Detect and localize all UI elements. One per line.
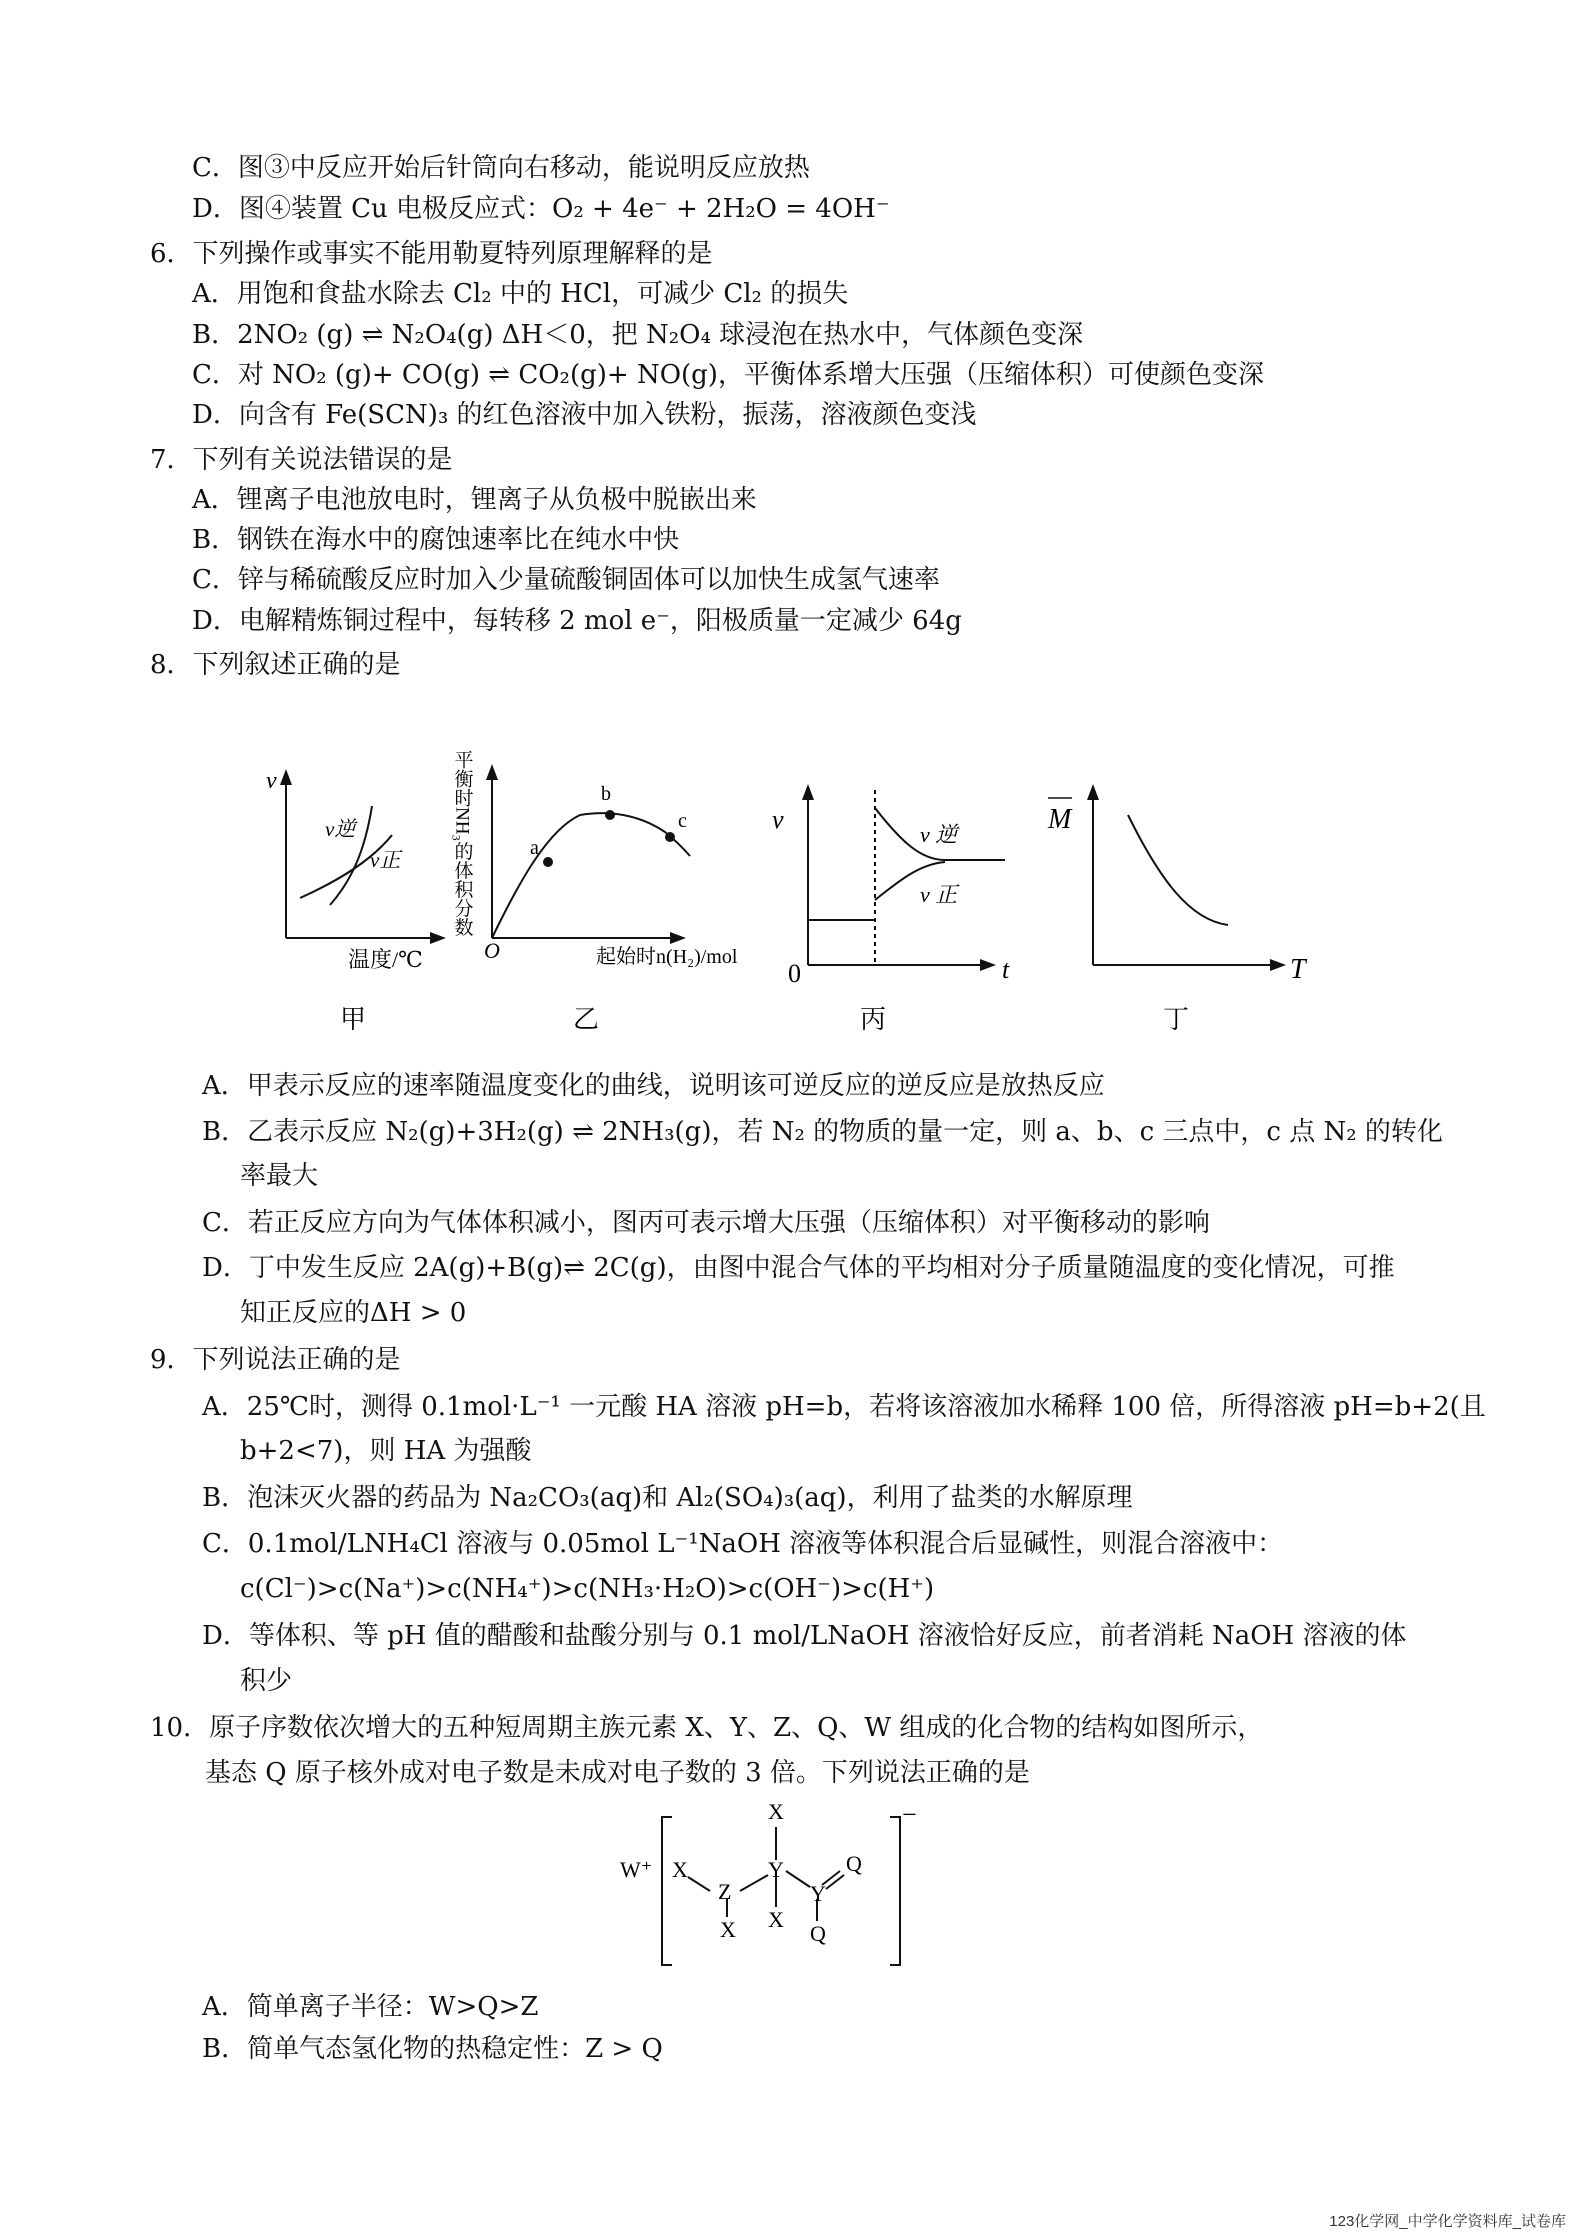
q6-option-c: C．对 NO₂ (g)+ CO(g) ⇌ CO₂(g)+ NO(g)，平衡体系增大压强（压缩体积）可使颜色变深	[192, 360, 1264, 390]
bing-x-label: t	[1002, 955, 1010, 984]
w-cation: W⁺	[620, 1857, 653, 1882]
atom-q-bottom: Q	[810, 1921, 826, 1946]
q9-option-b: B．泡沫灭火器的药品为 Na₂CO₃(aq)和 Al₂(SO₄)₃(aq)，利用了盐类的水解原理	[202, 1483, 1133, 1513]
q6-option-d: D．向含有 Fe(SCN)₃ 的红色溶液中加入铁粉，振荡，溶液颜色变浅	[192, 400, 977, 430]
figure-ding	[1048, 790, 1280, 965]
q9-option-d-line1: D．等体积、等 pH 值的醋酸和盐酸分别与 0.1 mol/LNaOH 溶液恰好反应，前者消耗 NaOH 溶液的体	[202, 1621, 1407, 1651]
q9-option-c-line1: C．0.1mol/LNH₄Cl 溶液与 0.05mol L⁻¹NaOH 溶液等体积混合后显碱性，则混合溶液中：	[202, 1529, 1284, 1559]
q9-option-a-line1: A．25℃时，测得 0.1mol·L⁻¹ 一元酸 HA 溶液 pH=b，若将该溶液加水稀释 100 倍，所得溶液 pH=b+2(且	[202, 1392, 1486, 1422]
footer-watermark: 123化学网_中学化学资料库_试卷库	[1329, 2213, 1566, 2230]
jia-curve2-label: v正	[370, 848, 401, 872]
q6-stem: 6．下列操作或事实不能用勒夏特列原理解释的是	[150, 239, 713, 269]
yi-point-a-label: a	[530, 837, 539, 859]
yi-y-label: 平衡时NH₃的体积分数	[451, 750, 473, 937]
atom-z: Z	[718, 1879, 732, 1904]
atom-x-top: X	[768, 1799, 784, 1824]
jia-x-label: 温度/℃	[348, 947, 423, 972]
q5-option-c: C．图③中反应开始后针筒向右移动，能说明反应放热	[192, 153, 810, 183]
yi-point-b-label: b	[601, 783, 611, 805]
q10-stem-line1: 10．原子序数依次增大的五种短周期主族元素 X、Y、Z、Q、W 组成的化合物的结构如图所示，	[150, 1713, 1264, 1743]
ding-y-label: M	[1048, 804, 1072, 835]
q8-option-b-line1: B．乙表示反应 N₂(g)+3H₂(g) ⇌ 2NH₃(g)，若 N₂ 的物质的量一定，则 a、b、c 三点中，c 点 N₂ 的转化	[202, 1117, 1443, 1147]
yi-x-label: 起始时n(H₂)/mol	[596, 946, 738, 968]
atom-q-top: Q	[846, 1851, 862, 1876]
q7-option-c: C．锌与稀硫酸反应时加入少量硫酸铜固体可以加快生成氢气速率	[192, 565, 940, 595]
q6-option-a: A．用饱和食盐水除去 Cl₂ 中的 HCl，可减少 Cl₂ 的损失	[192, 279, 849, 309]
yi-point-c-label: c	[678, 810, 687, 832]
ding-curve	[1128, 815, 1228, 925]
yi-point-a	[543, 857, 553, 867]
q8-stem: 8．下列叙述正确的是	[150, 650, 401, 680]
caption-jia: 甲	[340, 1005, 367, 1034]
atom-x-below-y: X	[768, 1907, 784, 1932]
q8-option-d-line2: 知正反应的ΔH > 0	[240, 1298, 467, 1328]
q8-option-b-line2: 率最大	[240, 1161, 319, 1191]
yi-origin: O	[484, 938, 500, 963]
q10-stem-line2: 基态 Q 原子核外成对电子数是未成对电子数的 3 倍。下列说法正确的是	[205, 1758, 1030, 1788]
caption-ding: 丁	[1163, 1005, 1190, 1034]
yi-point-b	[605, 810, 615, 820]
bing-curve2-label: v 正	[920, 882, 958, 907]
caption-yi: 乙	[573, 1005, 600, 1034]
q7-option-a: A．锂离子电池放电时，锂离子从负极中脱嵌出来	[192, 485, 757, 515]
q7-stem: 7．下列有关说法错误的是	[150, 445, 453, 475]
q9-option-d-line2: 积少	[240, 1666, 293, 1696]
q5-option-d: D．图④装置 Cu 电极反应式：O₂ + 4e⁻ + 2H₂O = 4OH⁻	[192, 194, 890, 224]
figure-jia	[286, 775, 440, 938]
figure-bing	[808, 790, 1005, 965]
charge: −	[902, 1800, 917, 1829]
q9-option-a-line2: b+2<7)，则 HA 为强酸	[240, 1436, 532, 1466]
atom-x-below-z: X	[720, 1917, 736, 1942]
q8-figures	[0, 0, 1580, 1060]
q10-structure	[600, 1795, 940, 1970]
jia-curve1-label: v逆	[325, 817, 356, 841]
atom-y-right: Y	[810, 1881, 826, 1906]
q10-option-a: A．简单离子半径：W>Q>Z	[202, 1992, 539, 2022]
q10-option-b: B．简单气态氢化物的热稳定性：Z > Q	[202, 2034, 663, 2064]
q7-option-d: D．电解精炼铜过程中，每转移 2 mol e⁻，阳极质量一定减少 64g	[192, 606, 962, 636]
yi-point-c	[665, 832, 675, 842]
atom-x-left: X	[672, 1857, 688, 1882]
q9-option-c-line2: c(Cl⁻)>c(Na⁺)>c(NH₄⁺)>c(NH₃·H₂O)>c(OH⁻)>c(H⁺)	[240, 1574, 935, 1604]
q8-option-a: A．甲表示反应的速率随温度变化的曲线，说明该可逆反应的逆反应是放热反应	[202, 1071, 1105, 1101]
yi-curve	[492, 813, 690, 938]
figure-yi	[492, 770, 690, 938]
bing-curve1-label: v 逆	[920, 822, 958, 847]
bing-y-label: v	[772, 805, 784, 834]
bing-origin: 0	[788, 959, 801, 988]
q6-option-b: B．2NO₂ (g) ⇌ N₂O₄(g) ΔH＜0，把 N₂O₄ 球浸泡在热水中，气体颜色变深	[192, 320, 1084, 350]
q7-option-b: B．钢铁在海水中的腐蚀速率比在纯水中快	[192, 525, 680, 555]
q8-option-d-line1: D．丁中发生反应 2A(g)+B(g)⇌ 2C(g)，由图中混合气体的平均相对分子质量随温度的变化情况，可推	[202, 1253, 1395, 1283]
q9-stem: 9．下列说法正确的是	[150, 1345, 401, 1375]
caption-bing: 丙	[860, 1005, 887, 1034]
ding-x-label: T	[1290, 954, 1306, 985]
jia-y-label: v	[266, 768, 277, 794]
atom-y-center: Y	[768, 1857, 784, 1882]
q8-option-c: C．若正反应方向为气体体积减小，图丙可表示增大压强（压缩体积）对平衡移动的影响	[202, 1208, 1210, 1238]
